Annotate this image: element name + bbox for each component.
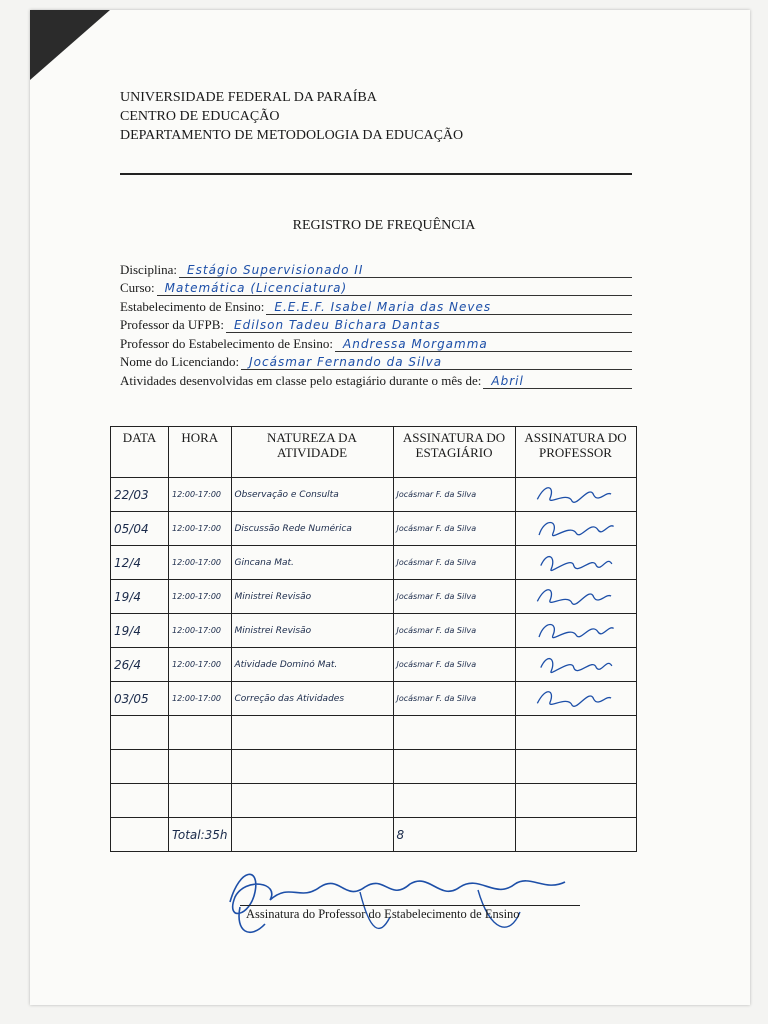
cell-assinatura-estagiario-value: Jocásmar F. da Silva	[396, 694, 477, 703]
table-row	[111, 750, 637, 784]
cell-natureza	[231, 546, 393, 580]
field-value: Estágio Supervisionado II	[187, 262, 364, 277]
cell-natureza	[231, 716, 393, 750]
table-row	[111, 648, 637, 682]
field-line	[483, 375, 632, 389]
cell-hora-value: 12:00-17:00	[172, 626, 221, 635]
col-header-hora: HORA	[169, 427, 232, 478]
professor-signature	[210, 862, 590, 942]
cell-hora	[169, 716, 232, 750]
field-line	[335, 338, 632, 352]
cell-hora-value: 12:00-17:00	[172, 660, 221, 669]
cell-data	[111, 580, 169, 614]
signature-caption: Assinatura do Professor do Estabelecimento de Ensino	[246, 907, 520, 921]
cell-data-value: 12/4	[114, 555, 141, 570]
field-label: Disciplina:	[120, 261, 178, 277]
cell-hora	[169, 580, 232, 614]
field-label: Professor do Estabelecimento de Ensino:	[120, 335, 334, 351]
document-title: REGISTRO DE FREQUÊNCIA	[292, 218, 476, 233]
cell-total-estagiario	[393, 818, 515, 852]
cell-data-value: 19/4	[114, 623, 141, 638]
cell-natureza	[231, 784, 393, 818]
header-rule	[120, 173, 632, 175]
cell-assinatura-professor	[515, 478, 636, 512]
cell-natureza-value: Atividade Dominó Mat.	[234, 659, 338, 670]
field-value: Jocásmar Fernando da Silva	[249, 355, 443, 369]
cell-hora	[169, 546, 232, 580]
cell-natureza	[231, 750, 393, 784]
cell-assinatura-professor	[515, 682, 636, 716]
cell-natureza-value: Gincana Mat.	[234, 557, 294, 568]
field-line	[157, 282, 632, 296]
cell-assinatura-professor	[515, 614, 636, 648]
field-professor-estabelecimento	[120, 333, 632, 352]
table-row	[111, 478, 637, 512]
institution-line2: CENTRO DE EDUCAÇÃO	[120, 109, 280, 124]
cell-hora	[169, 614, 232, 648]
field-curso	[120, 278, 632, 297]
cell-total-hora-value: Total:35h	[172, 827, 228, 842]
table-row	[111, 784, 637, 818]
cell-total-estagiario-value: 8	[396, 827, 405, 842]
professor-initials-signature	[522, 584, 622, 610]
cell-data	[111, 648, 169, 682]
cell-assinatura-professor	[515, 580, 636, 614]
cell-assinatura-estagiario	[393, 512, 515, 546]
col-header-data: DATA	[111, 427, 169, 478]
attendance-table	[110, 426, 637, 852]
cell-hora-value: 12:00-17:00	[172, 524, 221, 533]
cell-hora-value: 12:00-17:00	[172, 558, 221, 567]
cell-total-professor	[515, 818, 636, 852]
col-header-assinatura-estagiario: ASSINATURA DO ESTAGIÁRIO	[393, 427, 515, 478]
institution-header	[120, 88, 463, 145]
field-value: Matemática (Licenciatura)	[164, 281, 348, 295]
field-disciplina	[120, 259, 632, 278]
field-mes	[120, 370, 632, 389]
cell-data-value: 19/4	[114, 589, 141, 604]
cell-data-value: 05/04	[114, 521, 149, 536]
cell-assinatura-professor	[515, 648, 636, 682]
cell-data-value: 26/4	[114, 657, 141, 672]
cell-assinatura-estagiario	[393, 546, 515, 580]
cell-natureza-value: Ministrei Revisão	[234, 591, 312, 602]
professor-initials-signature	[522, 550, 622, 576]
cell-natureza-value: Correção das Atividades	[234, 693, 345, 704]
professor-initials-signature	[522, 686, 622, 712]
field-line	[266, 301, 632, 315]
cell-data	[111, 614, 169, 648]
cell-assinatura-estagiario-value: Jocásmar F. da Silva	[396, 592, 477, 601]
professor-initials-signature	[522, 618, 622, 644]
cell-assinatura-estagiario	[393, 614, 515, 648]
cell-assinatura-estagiario-value: Jocásmar F. da Silva	[396, 626, 477, 635]
cell-data	[111, 546, 169, 580]
professor-initials-signature	[522, 652, 622, 678]
field-value: E.E.E.F. Isabel Maria das Neves	[274, 299, 492, 314]
signature-line	[240, 905, 580, 906]
cell-hora	[169, 478, 232, 512]
field-label: Curso:	[120, 280, 155, 295]
table-row	[111, 682, 637, 716]
field-value: Andressa Morgamma	[343, 336, 488, 351]
cell-natureza-value: Ministrei Revisão	[234, 625, 312, 636]
cell-assinatura-professor	[515, 546, 636, 580]
form-fields	[120, 259, 632, 389]
cell-assinatura-estagiario	[393, 784, 515, 818]
cell-assinatura-estagiario	[393, 580, 515, 614]
cell-hora	[169, 750, 232, 784]
cell-total-empty	[111, 818, 169, 852]
field-value: Abril	[491, 373, 524, 388]
cell-hora-value: 12:00-17:00	[172, 592, 221, 601]
cell-assinatura-estagiario	[393, 750, 515, 784]
table-row	[111, 716, 637, 750]
table-row	[111, 614, 637, 648]
cell-natureza	[231, 614, 393, 648]
professor-initials-signature	[522, 516, 622, 542]
field-value: Edilson Tadeu Bichara Dantas	[234, 318, 441, 332]
institution-line3: DEPARTAMENTO DE METODOLOGIA DA EDUCAÇÃO	[120, 128, 464, 143]
cell-hora-value: 12:00-17:00	[172, 694, 221, 703]
col-header-natureza: NATUREZA DA ATIVIDADE	[231, 427, 393, 478]
cell-assinatura-professor	[515, 512, 636, 546]
field-licenciando	[120, 352, 632, 371]
cell-natureza-value: Observação e Consulta	[234, 489, 339, 500]
field-line	[179, 264, 632, 278]
cell-assinatura-professor	[515, 716, 636, 750]
cell-natureza-value: Discussão Rede Numérica	[234, 523, 352, 534]
cell-data	[111, 478, 169, 512]
cell-assinatura-estagiario	[393, 478, 515, 512]
cell-data	[111, 784, 169, 818]
cell-natureza	[231, 478, 393, 512]
cell-assinatura-estagiario	[393, 716, 515, 750]
cell-assinatura-estagiario-value: Jocásmar F. da Silva	[396, 558, 477, 567]
cell-data	[111, 750, 169, 784]
table-row	[111, 580, 637, 614]
table-total-row	[111, 818, 637, 852]
cell-hora	[169, 648, 232, 682]
field-estabelecimento	[120, 296, 632, 315]
cell-assinatura-professor	[515, 750, 636, 784]
field-label: Estabelecimento de Ensino:	[120, 298, 265, 314]
table-header-row	[111, 427, 637, 478]
cell-data	[111, 716, 169, 750]
cell-total-hora	[169, 818, 232, 852]
institution-line1: UNIVERSIDADE FEDERAL DA PARAÍBA	[120, 90, 377, 105]
cell-assinatura-estagiario-value: Jocásmar F. da Silva	[396, 524, 477, 533]
cell-natureza	[231, 648, 393, 682]
cell-hora	[169, 512, 232, 546]
field-label: Professor da UFPB:	[120, 317, 225, 332]
cell-hora	[169, 784, 232, 818]
cell-assinatura-estagiario	[393, 648, 515, 682]
cell-natureza	[231, 682, 393, 716]
cell-assinatura-professor	[515, 784, 636, 818]
cell-data	[111, 682, 169, 716]
cell-assinatura-estagiario-value: Jocásmar F. da Silva	[396, 490, 477, 499]
field-label: Atividades desenvolvidas em classe pelo estagiário durante o mês de:	[120, 372, 482, 388]
cell-assinatura-estagiario	[393, 682, 515, 716]
folded-corner	[30, 10, 110, 80]
field-professor-ufpb	[120, 315, 632, 334]
field-line	[226, 319, 632, 333]
cell-data	[111, 512, 169, 546]
professor-initials-signature	[522, 482, 622, 508]
cell-natureza	[231, 580, 393, 614]
col-header-assinatura-professor: ASSINATURA DO PROFESSOR	[515, 427, 636, 478]
cell-total-natureza	[231, 818, 393, 852]
field-label: Nome do Licenciando:	[120, 354, 240, 369]
cell-hora-value: 12:00-17:00	[172, 490, 221, 499]
field-line	[241, 356, 632, 370]
cell-natureza	[231, 512, 393, 546]
table-row	[111, 546, 637, 580]
cell-hora	[169, 682, 232, 716]
cell-data-value: 03/05	[114, 691, 149, 706]
cell-data-value: 22/03	[114, 487, 149, 502]
table-row	[111, 512, 637, 546]
cell-assinatura-estagiario-value: Jocásmar F. da Silva	[396, 660, 477, 669]
